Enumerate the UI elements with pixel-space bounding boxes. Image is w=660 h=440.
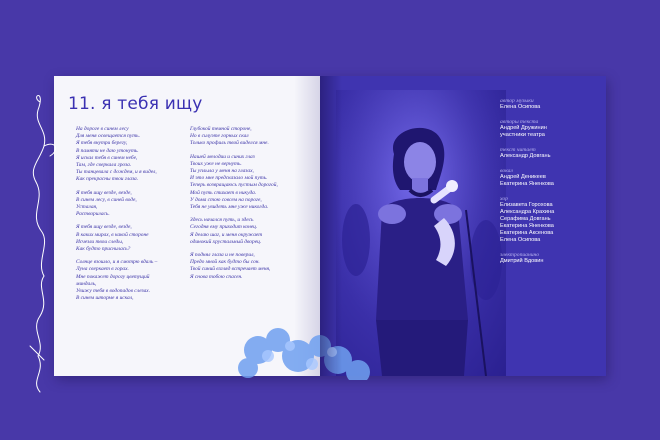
- lyrics-line: В памяти не даю утонуть.: [76, 147, 139, 154]
- lyrics-line: Сегодня ему приходит конец.: [190, 224, 258, 231]
- spine-shadow: [320, 76, 342, 376]
- credit-role: авторы текста: [500, 119, 539, 125]
- lyrics-line: В синем шторме я искал,: [76, 295, 134, 302]
- credit-name: Елена Осипова: [500, 237, 541, 243]
- lyrics-line: Для меня освещается путь.: [76, 133, 140, 140]
- lyrics-line: Там, где сверкала гроза.: [76, 162, 132, 169]
- lyrics-stanza: [76, 259, 186, 302]
- lyrics-line: Как будто приснилась?: [76, 246, 131, 253]
- lyrics-line: Только профиль твой виделся мне.: [190, 140, 269, 147]
- lyrics-line: Я тебя ищу везде, везде,: [76, 189, 132, 196]
- lyrics-line: одинокий хрустальный дворец.: [190, 238, 262, 245]
- lyrics-line: Твой синий взгляд встречает меня,: [190, 266, 271, 273]
- lyrics-line: Я делаю шаг, и меня окружает: [190, 231, 263, 238]
- credit-role: хор: [500, 196, 508, 202]
- credit-name: Екатерина Аксенова: [500, 230, 554, 236]
- open-booklet: [54, 76, 606, 376]
- song-title: 11. я тебя ищу: [68, 94, 203, 114]
- lyrics-line: Но в силуэте горных скал: [190, 133, 249, 140]
- credit-name: Андрей Деникеев: [500, 174, 546, 180]
- lyrics-line: Ты уплыла у меня на глазах,: [190, 168, 254, 175]
- lyrics-line: Теперь возвращаюсь пустым дорогой,: [190, 182, 278, 189]
- lyrics-line: Усталая,: [76, 204, 98, 211]
- lyrics-line: Как прекрасны твои глаза.: [76, 176, 139, 183]
- credit-role: автор музыки: [500, 98, 534, 104]
- lyrics-line: И это мне предсказало мой путь.: [190, 175, 268, 182]
- lyrics-line: Тебя не увидеть мне уже никогда.: [190, 204, 269, 211]
- lyrics-line: миндаль,: [76, 280, 97, 287]
- lyrics-stanza: [76, 190, 186, 219]
- lyrics-line: На дороге в синем лесу: [76, 126, 129, 132]
- lyrics-line: У дома стою совсем на пороге,: [190, 196, 262, 203]
- lyrics-line: Ты танцевала с дождем, и я видел,: [76, 169, 157, 176]
- lyrics-line: В каких мирах, в какой стороне: [76, 231, 149, 238]
- lyrics-line: Я снова тобою спасен.: [190, 273, 243, 280]
- lyrics-line: Исчезли твои следы,: [76, 238, 124, 245]
- credit-name: Елизавета Горохова: [500, 202, 553, 208]
- flower-decoration: [228, 290, 388, 380]
- lyrics-line: Нашей мелодии и синих глаз: [190, 153, 255, 160]
- credit-name: Елена Осипова: [500, 104, 541, 110]
- lyrics-line: Растворилась.: [76, 211, 110, 218]
- lyrics-line: Мне покажет дорогу цветущий: [76, 273, 150, 280]
- credit-name: Екатерина Яненкова: [500, 223, 554, 229]
- lyrics-line: Солнце взошло, и я смотрю вдаль –: [76, 259, 158, 266]
- lyrics-line: Здесь начался путь, и здесь: [190, 217, 254, 224]
- credit-role: текст читает: [500, 147, 536, 153]
- lyrics-line: Глубокой темной стороне,: [190, 126, 252, 132]
- credit-name: Серафима Довгань: [500, 216, 551, 222]
- lyrics-line: Я тебя ищу везде, везде,: [76, 224, 132, 231]
- lyrics-line: Мой путь стихает в никуда.: [190, 189, 257, 196]
- credit-name: участники театра: [500, 132, 545, 138]
- credit-name: Андрей Дружинин: [500, 125, 547, 131]
- lyrics-stanza: [76, 224, 186, 253]
- credits-list: [500, 98, 600, 265]
- lyrics-line: Я тебя внутри берегу,: [76, 140, 128, 147]
- credit-name: Дмитрий Вдовин: [500, 258, 544, 264]
- credit-name: Екатерина Яненкова: [500, 181, 554, 187]
- lyrics-line: Я искал тебя в синем небе,: [76, 154, 138, 161]
- lyrics-line: Твоих уже не вернуть.: [190, 160, 242, 167]
- lyrics-stanza: [76, 126, 186, 184]
- lyrics-line: Луна сверкает в горах.: [76, 266, 129, 273]
- credit-role: вокал: [500, 168, 513, 174]
- lyrics-line: Увижу тебя в водопадов слезах.: [76, 288, 151, 295]
- credit-name: Александр Довгань: [500, 153, 551, 159]
- credit-name: Александра Крахина: [500, 209, 555, 215]
- lyrics-line: Я поднял глаза и не поверил,: [190, 252, 255, 259]
- lyrics-line: Предо мной как будто бы сон.: [190, 259, 260, 266]
- credit-role: электропианино: [500, 252, 540, 258]
- lyrics-line: В синем лесу, в синей воде,: [76, 196, 137, 203]
- lyrics-column-left: [76, 126, 186, 308]
